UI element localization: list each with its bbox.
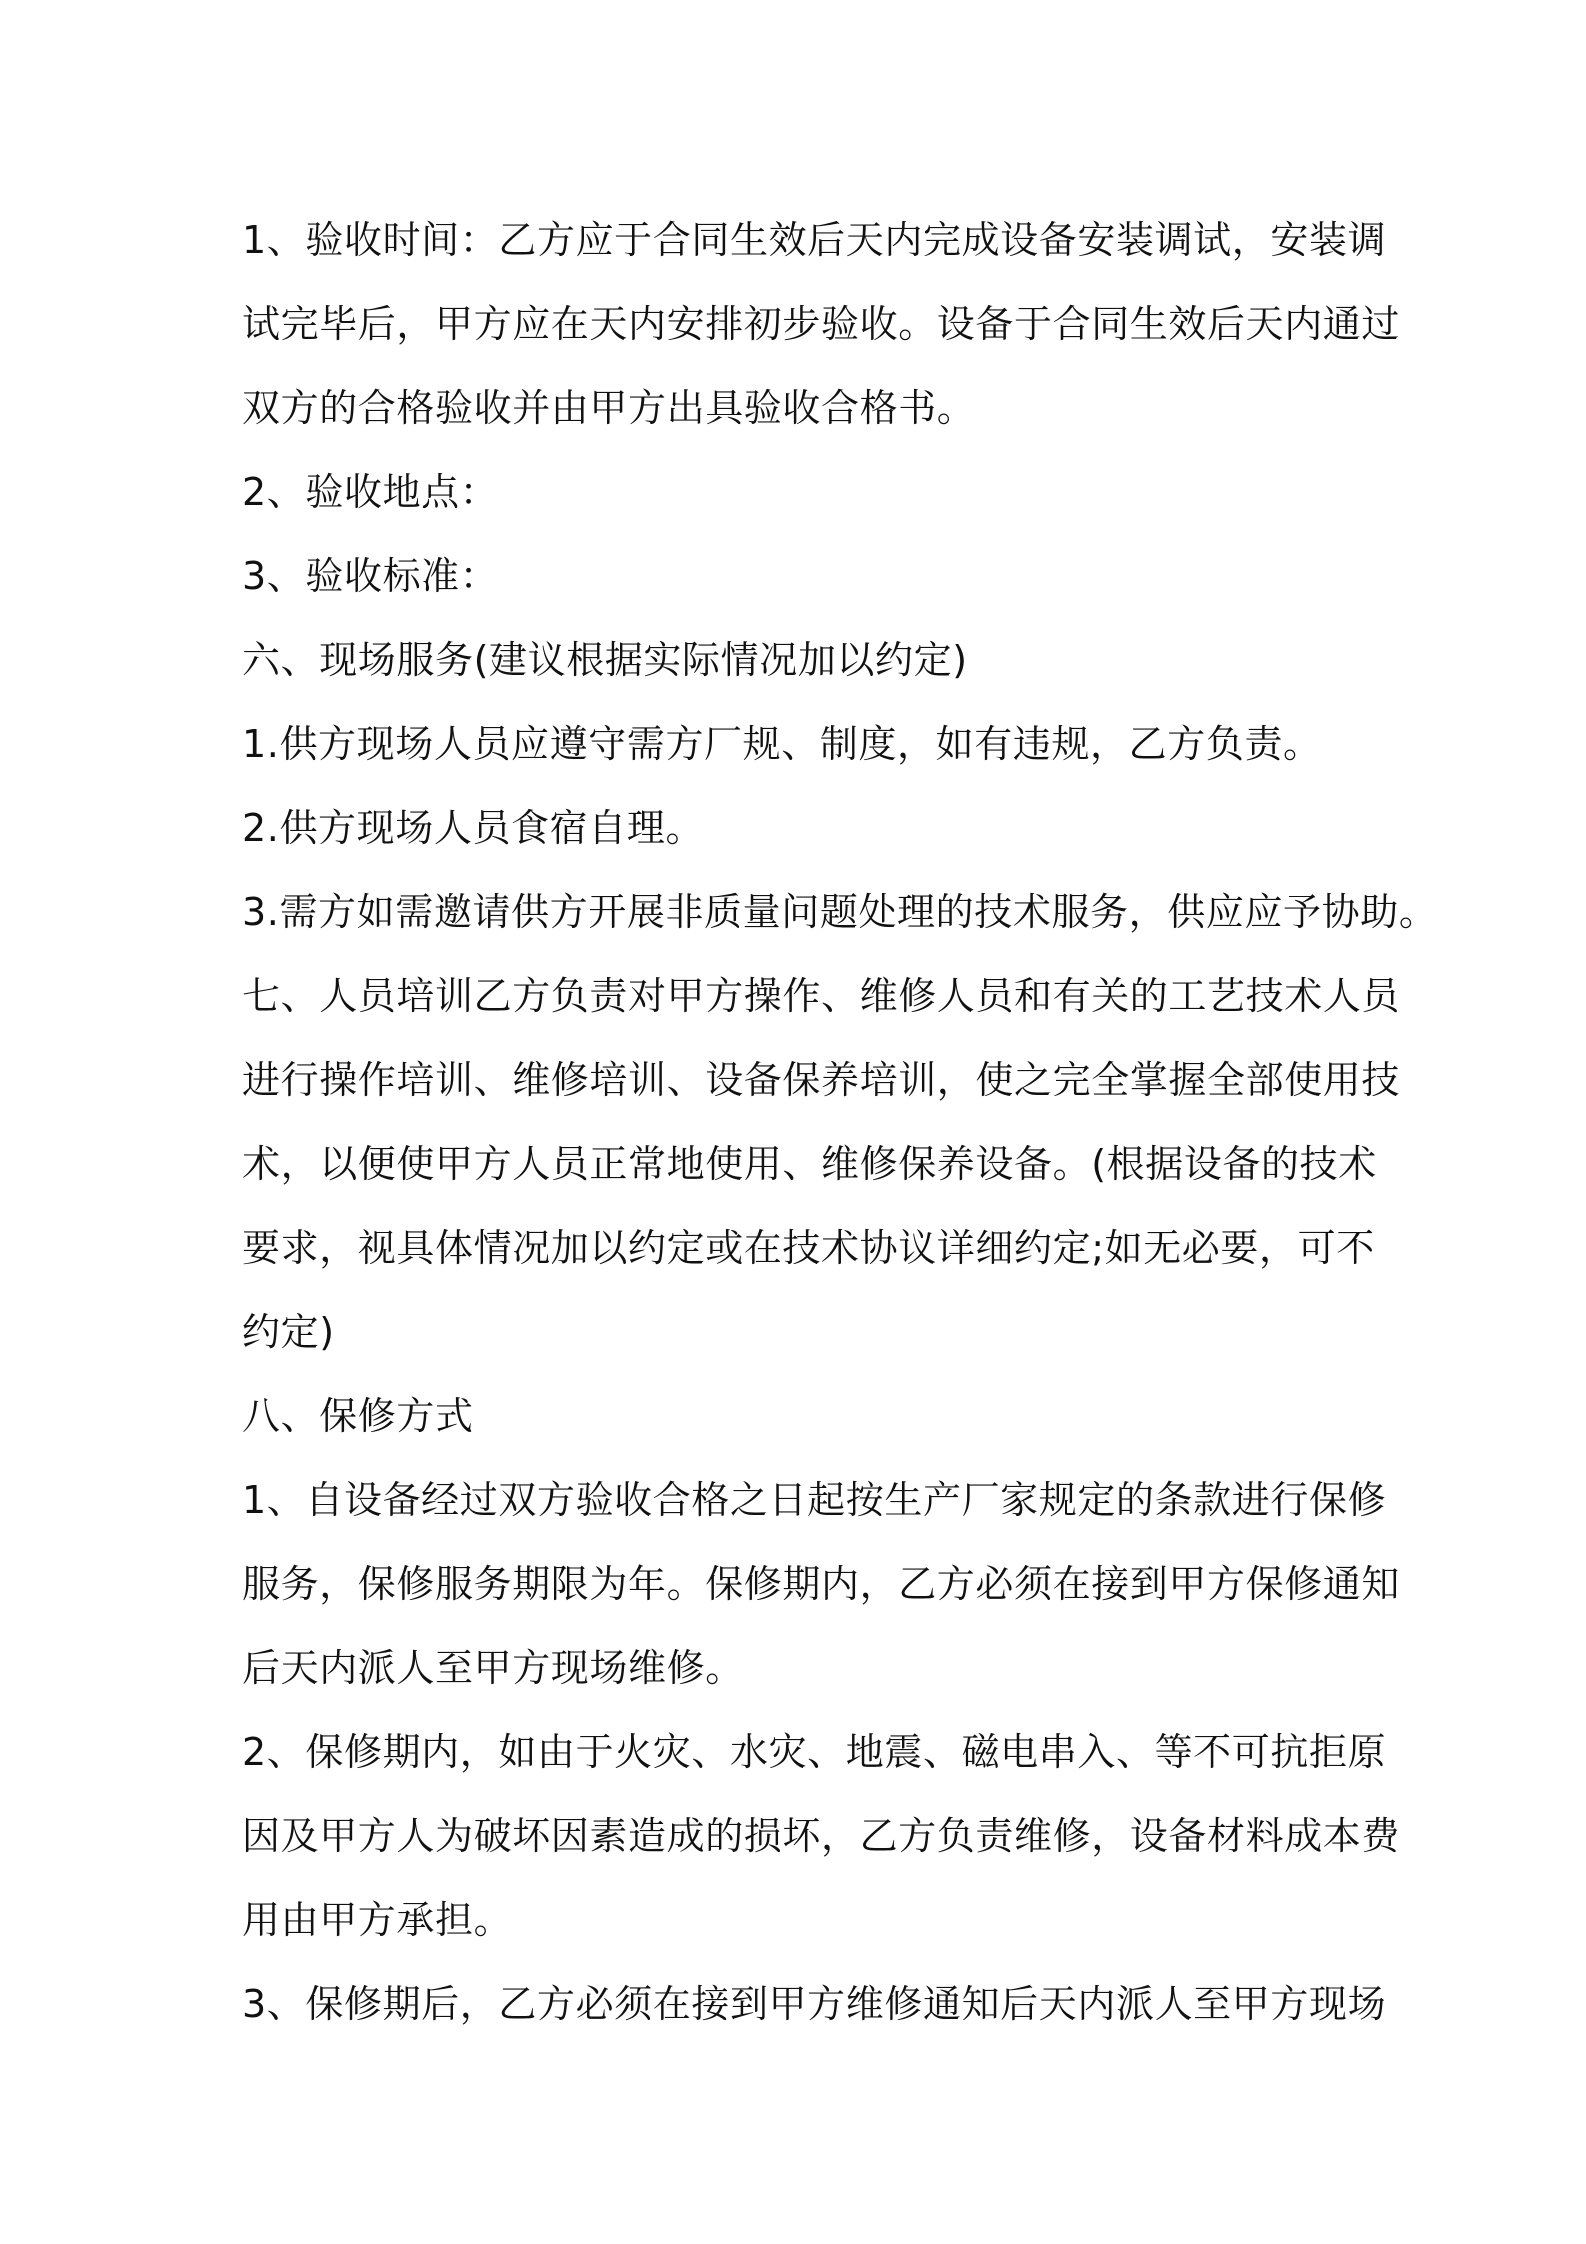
- text-line: 2.供方现场人员食宿自理。: [242, 806, 705, 850]
- text-line: 进行操作培训、维修培训、设备保养培训，使之完全掌握全部使用技: [242, 1058, 1401, 1102]
- text-line: 3.需方如需邀请供方开展非质量问题处理的技术服务，供应应予协助。: [242, 890, 1438, 934]
- text-line: 后天内派人至甲方现场维修。: [242, 1646, 744, 1690]
- section-heading: 六、现场服务(建议根据实际情况加以约定): [242, 638, 968, 682]
- text-line: 因及甲方人为破坏因素造成的损坏，乙方负责维修，设备材料成本费: [242, 1814, 1401, 1858]
- text-line: 术，以便使甲方人员正常地使用、维修保养设备。(根据设备的技术: [242, 1142, 1377, 1186]
- document-body: [242, 198, 1438, 2046]
- text-line: 2、保修期内，如由于火灾、水灾、地震、磁电串入、等不可抗拒原: [242, 1730, 1387, 1774]
- text-line: 1、自设备经过双方验收合格之日起按生产厂家规定的条款进行保修: [242, 1478, 1387, 1522]
- text-line: 3、验收标准：: [242, 554, 499, 598]
- section-heading: 八、保修方式: [242, 1394, 474, 1438]
- section-heading: 七、人员培训乙方负责对甲方操作、维修人员和有关的工艺技术人员: [242, 974, 1401, 1018]
- text-line: 3、保修期后，乙方必须在接到甲方维修通知后天内派人至甲方现场: [242, 1982, 1387, 2026]
- text-line: 服务，保修服务期限为年。保修期内，乙方必须在接到甲方保修通知: [242, 1562, 1401, 1606]
- text-line: 用由甲方承担。: [242, 1898, 513, 1942]
- text-line: 双方的合格验收并由甲方出具验收合格书。: [242, 386, 976, 430]
- text-line: 1.供方现场人员应遵守需方厂规、制度，如有违规，乙方负责。: [242, 722, 1322, 766]
- text-line: 约定): [242, 1310, 335, 1354]
- text-line: 试完毕后，甲方应在天内安排初步验收。设备于合同生效后天内通过: [242, 302, 1401, 346]
- text-line: 1、验收时间：乙方应于合同生效后天内完成设备安装调试，安装调: [242, 218, 1387, 262]
- text-line: 要求，视具体情况加以约定或在技术协议详细约定;如无必要，可不: [242, 1226, 1375, 1270]
- text-line: 2、验收地点：: [242, 470, 499, 514]
